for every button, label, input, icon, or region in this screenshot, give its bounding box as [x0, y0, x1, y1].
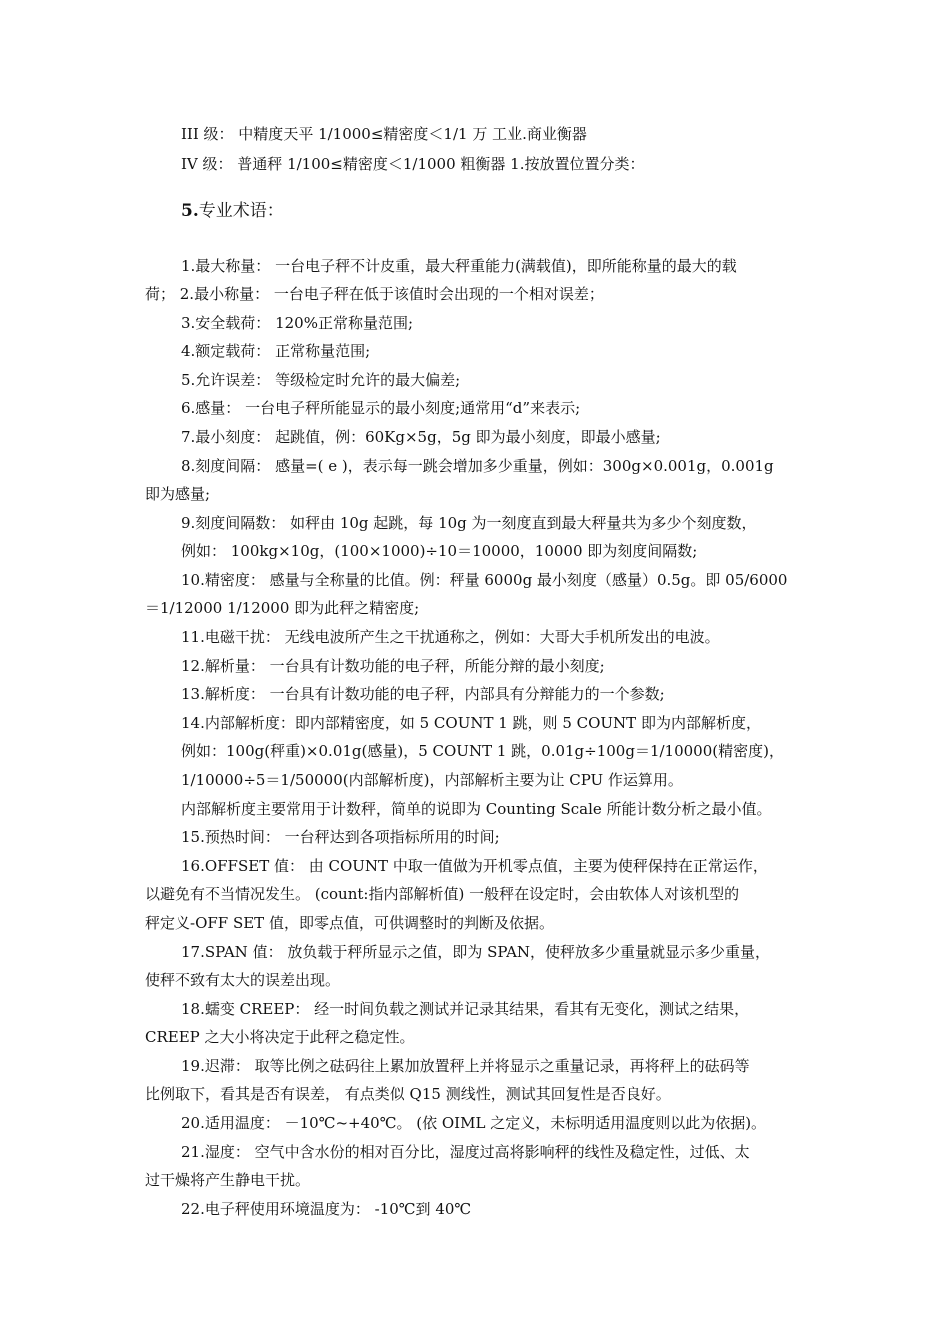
section-number: 5.: [181, 201, 199, 221]
term-17-line-2: 使秤不致有太大的误差出现。: [145, 971, 341, 989]
term-20-line: 20.适用温度： －10℃~+40℃。 (依 OIML 之定义，未标明适用温度则以此为依据)。: [181, 1114, 767, 1132]
term-4-line: 4.额定载荷： 正常称量范围;: [181, 342, 371, 360]
term-15-line: 15.预热时间： 一台秤达到各项指标所用的时间;: [181, 828, 500, 846]
term-10-line-1: 10.精密度： 感量与全称量的比值。例：秤量 6000g 最小刻度（感量）0.5g。即 05/6000: [181, 571, 788, 589]
section-heading: [0, 200, 950, 222]
term-7-line: 7.最小刻度： 起跳值，例：60Kg×5g，5g 即为最小刻度，即最小感量;: [181, 428, 661, 446]
term-10-line-2: ＝1/12000 1/12000 即为此秤之精密度;: [145, 599, 420, 617]
term-1-line-1: 1.最大称量： 一台电子秤不计皮重，最大秤重能力(满载值)，即所能称量的最大的载: [181, 257, 737, 275]
term-21-line-1: 21.湿度： 空气中含水份的相对百分比，湿度过高将影响秤的线性及稳定性，过低、太: [181, 1143, 750, 1161]
term-16-line-3: 秤定义-OFF SET 值，即零点值，可供调整时的判断及依据。: [145, 914, 554, 932]
term-19-line-2: 比例取下，看其是否有误差， 有点类似 Q15 测线性，测试其回复性是否良好。: [145, 1085, 671, 1103]
term-17-line-1: 17.SPAN 值： 放负载于秤所显示之值，即为 SPAN，使秤放多少重量就显示多少重量，: [181, 943, 771, 961]
section-title: 专业术语：: [198, 201, 284, 221]
term-9-line-2: 例如： 100kg×10g，(100×1000)÷10＝10000，10000 即为刻度间隔数;: [181, 542, 698, 560]
grade-iii-line: III 级： 中精度天平 1/1000≤精密度＜1/1 万 工业.商业衡器: [181, 125, 587, 143]
term-14-line-3: 1/10000÷5＝1/50000(内部解析度)，内部解析主要为让 CPU 作运算用。: [181, 771, 683, 789]
term-21-line-2: 过干燥将产生静电干扰。: [145, 1171, 311, 1189]
term-14-line-1: 14.内部解析度：即内部精密度，如 5 COUNT 1 跳，则 5 COUNT 即为内部解析度，: [181, 714, 761, 732]
term-8-line-1: 8.刻度间隔： 感量=( e )，表示每一跳会增加多少重量，例如：300g×0.001g，0.001g: [181, 457, 774, 475]
term-16-line-2: 以避免有不当情况发生。 (count:指内部解析值) 一般秤在设定时，会由软体人对该机型的: [145, 885, 740, 903]
term-5-line: 5.允许误差： 等级检定时允许的最大偏差;: [181, 371, 461, 389]
term-13-line: 13.解析度： 一台具有计数功能的电子秤，内部具有分辩能力的一个参数;: [181, 685, 665, 703]
term-6-line: 6.感量： 一台电子秤所能显示的最小刻度;通常用“d”来表示;: [181, 399, 581, 417]
term-16-line-1: 16.OFFSET 值： 由 COUNT 中取一值做为开机零点值，主要为使秤保持在正常运作，: [181, 857, 768, 875]
term-12-line: 12.解析量： 一台具有计数功能的电子秤，所能分辩的最小刻度;: [181, 657, 605, 675]
term-18-line-1: 18.蠕变 CREEP： 经一时间负载之测试并记录其结果，看其有无变化，测试之结果，: [181, 1000, 750, 1018]
term-11-line: 11.电磁干扰： 无线电波所产生之干扰通称之，例如：大哥大手机所发出的电波。: [181, 628, 720, 646]
term-14-line-2: 例如：100g(秤重)×0.01g(感量)，5 COUNT 1 跳，0.01g÷100g＝1/10000(精密度)，: [181, 742, 784, 760]
term-3-line: 3.安全载荷： 120%正常称量范围;: [181, 314, 414, 332]
term-22-line: 22.电子秤使用环境温度为： -10℃到 40℃: [181, 1200, 472, 1218]
term-9-line-1: 9.刻度间隔数： 如秤由 10g 起跳，每 10g 为一刻度直到最大秤量共为多少个刻度数，: [181, 514, 757, 532]
term-1-line-2: 荷； 2.最小称量： 一台电子秤在低于该值时会出现的一个相对误差；: [145, 285, 604, 303]
term-14-line-4: 内部解析度主要常用于计数秤，简单的说即为 Counting Scale 所能计数分析之最小值。: [181, 800, 772, 818]
term-19-line-1: 19.迟滞： 取等比例之砝码往上累加放置秤上并将显示之重量记录，再将秤上的砝码等: [181, 1057, 750, 1075]
term-18-line-2: CREEP 之大小将决定于此秤之稳定性。: [145, 1028, 415, 1046]
grade-iv-line: IV 级： 普通秤 1/100≤精密度＜1/1000 粗衡器 1.按放置位置分类：: [181, 155, 645, 173]
term-8-line-2: 即为感量;: [145, 485, 211, 503]
